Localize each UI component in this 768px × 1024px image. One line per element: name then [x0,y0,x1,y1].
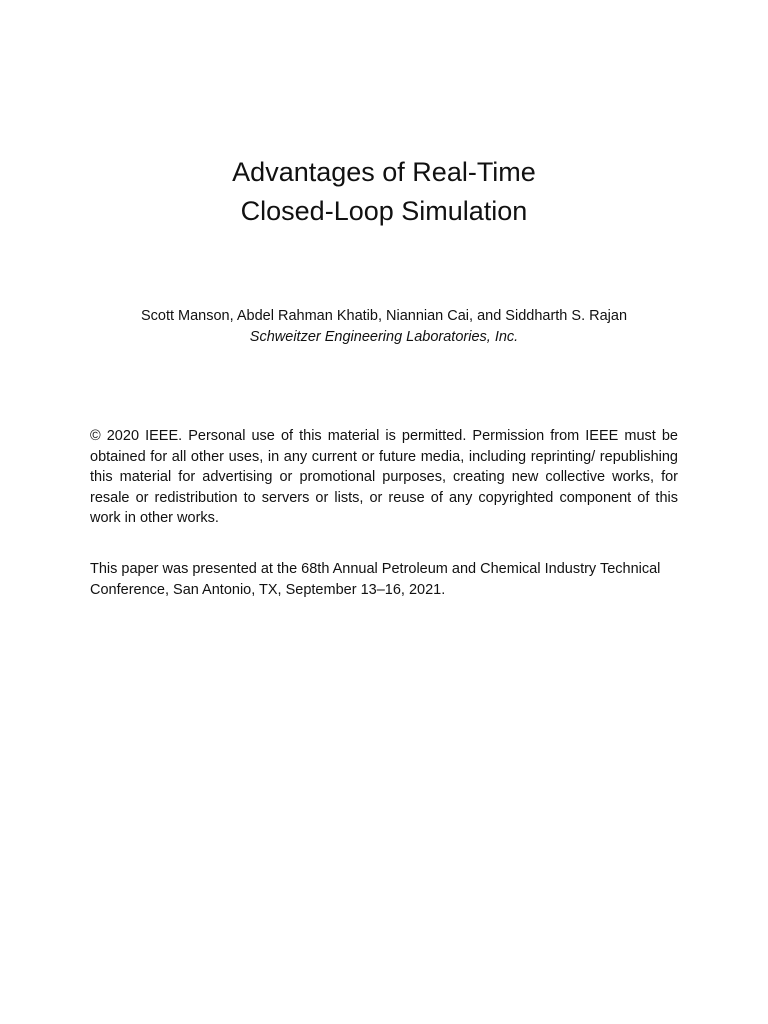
paper-title-line-2: Closed-Loop Simulation [240,196,528,226]
author-names: Scott Manson, Abdel Rahman Khatib, Niannian Cai, and Siddharth S. Rajan [140,308,628,324]
author-block [0,306,768,348]
paper-title-line-1: Advantages of Real-Time [232,157,536,187]
paper-title [0,153,768,231]
copyright-notice: © 2020 IEEE. Personal use of this material is permitted. Permission from IEEE must be obtained for all other uses, in any current or future media, including reprinting/ republishing this material for advertising or promotional purposes, creating new collective works, for resale or redistribution to servers or lists, or reuse of any copyrighted component of this work in other works. [90,428,678,526]
author-affiliation: Schweitzer Engineering Laboratories, Inc. [249,329,519,345]
presentation-note: This paper was presented at the 68th Annual Petroleum and Chemical Industry Technical Conference, San Antonio, TX, September 13–16, 2021. [90,561,661,598]
